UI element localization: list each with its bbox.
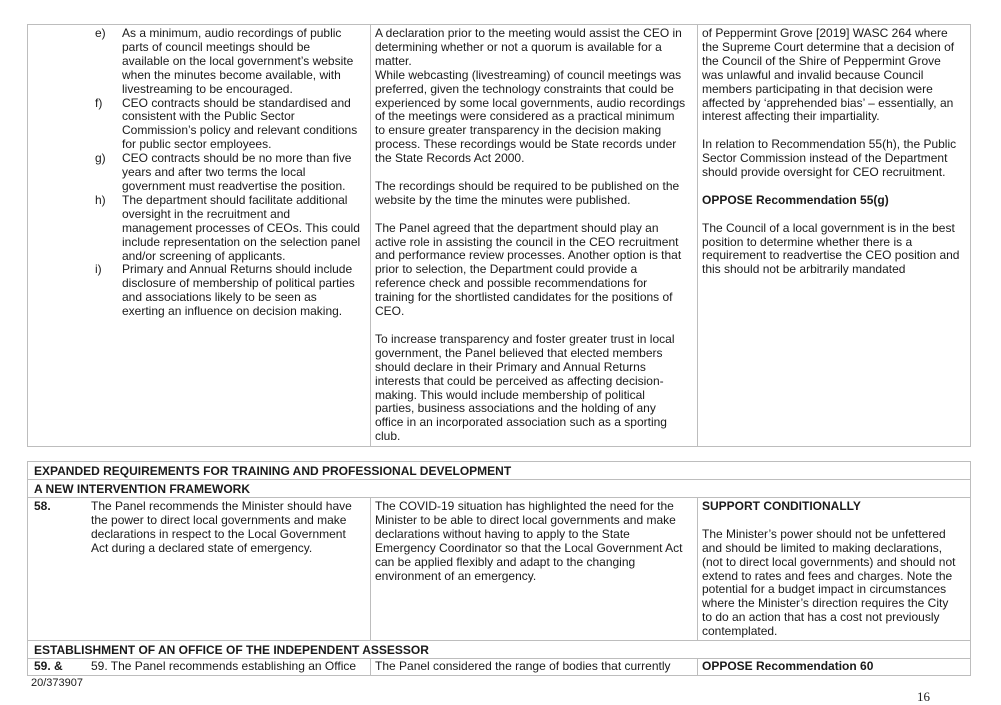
list-marker: e) — [95, 26, 106, 40]
subsection-heading-intervention: A NEW INTERVENTION FRAMEWORK — [34, 482, 250, 496]
paragraph-gap — [375, 319, 695, 333]
text-line: oversight in the recruitment and — [122, 206, 291, 221]
text-line: To increase transparency and foster greater trust in local — [375, 331, 675, 346]
paragraph-gap — [375, 166, 695, 180]
text-line: should declare in their Primary and Annual Returns — [375, 359, 646, 374]
text-line: CEO. — [375, 304, 405, 319]
text-line: interest affecting their impartiality. — [702, 109, 880, 124]
text-line: reference check and possible recommendations for — [375, 276, 648, 291]
recommendation-number-59: 59. & — [34, 659, 63, 673]
text-line: consistent with the Public Sector — [122, 109, 295, 124]
text-line: Act during a declared state of emergency. — [91, 540, 313, 555]
text-line: requirement to readvertise the CEO position and — [702, 248, 960, 263]
text-line: for public sector employees. — [122, 137, 272, 152]
text-line: of the meetings were considered as a practical minimum — [375, 109, 675, 124]
text-line: position to determine whether there is a — [702, 234, 913, 249]
document-id: 20/373907 — [31, 677, 83, 689]
text-line: Commission’s policy and relevant conditions — [122, 123, 358, 138]
recommendation-58-panel-comment — [375, 500, 695, 583]
text-line: disclosure of membership of political parties — [122, 276, 355, 291]
text-line: As a minimum, audio recordings of public — [122, 26, 342, 40]
text-line: training for the shortlisted candidates for the positions of — [375, 290, 673, 305]
paragraph-gap — [375, 208, 695, 222]
text-line: can be applied flexibly and adapt to the changing — [375, 554, 636, 569]
text-line: While webcasting (livestreaming) of council meetings was — [375, 67, 682, 82]
text-line: years and after two terms the local — [122, 165, 306, 180]
text-line: experienced by some local governments, audio recordings — [375, 95, 686, 110]
text-line: Primary and Annual Returns should include — [122, 262, 353, 277]
recommendation-59-panel-comment: The Panel considered the range of bodies that currently — [375, 659, 671, 673]
text-line: office in an incorporated association such as a sporting — [375, 415, 667, 430]
text-line: members participating in that decision were — [702, 81, 933, 96]
list-item-text — [122, 194, 360, 264]
recommendation-59-text: 59. The Panel recommends establishing an Office — [91, 659, 357, 673]
text-line: website by the time the minutes were published. — [375, 192, 631, 207]
list-item — [95, 152, 367, 194]
row-divider-3 — [27, 640, 971, 641]
list-marker: f) — [95, 95, 103, 110]
list-item-text — [122, 27, 353, 97]
list-item — [95, 97, 367, 153]
text-line: CEO contracts should be no more than five — [122, 151, 352, 166]
text-line: The recordings should be required to be published on the — [375, 178, 680, 193]
section-heading-training: EXPANDED REQUIREMENTS FOR TRAINING AND PROFESSIONAL DEVELOPMENT — [34, 464, 512, 478]
text-line: The Panel agreed that the department should play an — [375, 220, 659, 235]
text-line: Sector Commission instead of the Department — [702, 151, 948, 166]
text-line: interests that could be perceived as affecting decision- — [375, 373, 664, 388]
text-line: making. This would include membership of political — [375, 387, 645, 402]
paragraph-gap — [702, 208, 968, 222]
text-line: this should not be arbitrarily mandated — [702, 262, 906, 277]
row-divider-1 — [27, 479, 971, 480]
text-line: contemplated. — [702, 624, 778, 639]
recommendation-subitems-list — [95, 27, 367, 319]
text-line: The department should facilitate additional — [122, 192, 348, 207]
text-line: the Supreme Court determine that a decision of — [702, 39, 955, 54]
text-line: to do an action that has a cost not previously — [702, 610, 940, 625]
recommendation-60-council-position: OPPOSE Recommendation 60 — [702, 659, 874, 673]
text-line: to ensure greater transparency in the decision making — [375, 123, 662, 138]
text-line: include representation on the selection panel — [122, 234, 361, 249]
text-line: preferred, given the technology constraints that could be — [375, 81, 674, 96]
text-line: and/or screening of applicants. — [122, 248, 286, 263]
list-item — [95, 263, 367, 319]
text-line: the State Records Act 2000. — [375, 151, 525, 166]
text-line: should provide oversight for CEO recruitment. — [702, 165, 946, 180]
text-line: management processes of CEOs. This could — [122, 220, 360, 235]
list-item — [95, 27, 367, 97]
list-item-text — [122, 97, 357, 153]
text-line: livestreaming to be encouraged. — [122, 81, 293, 96]
recommendation-58-text — [91, 500, 367, 556]
text-line: active role in assisting the council in the CEO recruitment — [375, 234, 679, 249]
text-line: declarations without having to apply to the State — [375, 526, 630, 541]
list-item — [95, 194, 367, 264]
row59-col-divider-2 — [697, 658, 698, 676]
list-item-text — [122, 263, 355, 319]
text-line: available on the local government’s website — [122, 53, 354, 68]
text-line: A declaration prior to the meeting would assist the CEO in — [375, 26, 682, 40]
list-marker: g) — [95, 151, 106, 166]
council-position-text — [702, 27, 968, 277]
text-line: The Minister’s power should not be unfettered — [702, 526, 946, 541]
text-line: extend to rates and fees and charges. Note the — [702, 568, 953, 583]
paragraph-gap — [702, 180, 968, 194]
text-line: government must readvertise the position. — [122, 178, 346, 193]
page-number: 16 — [917, 689, 930, 704]
row-divider-2 — [27, 497, 971, 498]
text-line: Emergency Coordinator so that the Local Government Act — [375, 540, 683, 555]
text-line: of Peppermint Grove [2019] WASC 264 where — [702, 26, 948, 40]
text-line: where the Minister’s direction requires the City — [702, 596, 949, 611]
text-line: The COVID-19 situation has highlighted the need for the — [375, 499, 674, 513]
text-line: Minister to be able to direct local governments and make — [375, 512, 676, 527]
text-line: affected by ‘apprehended bias’ – essentially, an — [702, 95, 954, 110]
panel-comment-text — [375, 27, 695, 444]
position-heading-support: SUPPORT CONDITIONALLY — [702, 499, 861, 513]
text-line: when the minutes become available, with — [122, 67, 341, 82]
list-marker: h) — [95, 192, 106, 207]
text-line: declarations in respect to the Local Government — [91, 526, 346, 541]
list-marker: i) — [95, 262, 102, 277]
text-line: potential for a budget impact in circumstances — [702, 582, 947, 597]
text-line: prior to selection, the Department could provide a — [375, 262, 638, 277]
text-line: determining whether or not a quorum is available for a — [375, 39, 662, 54]
text-line: parties, business associations and the holding of any — [375, 401, 656, 416]
top-col-divider-2 — [697, 24, 698, 447]
text-line: the power to direct local governments and make — [91, 512, 347, 527]
paragraph-gap — [702, 124, 968, 138]
text-line: environment of an emergency. — [375, 568, 537, 583]
section-heading-independent-assessor: ESTABLISHMENT OF AN OFFICE OF THE INDEPENDENT ASSESSOR — [34, 643, 429, 657]
text-line: parts of council meetings should be — [122, 39, 311, 54]
recommendation-number-58: 58. — [34, 499, 51, 513]
text-line: (not to direct local governments) and should not — [702, 554, 956, 569]
row58-col-divider-2 — [697, 497, 698, 640]
text-line: The Council of a local government is in the best — [702, 220, 955, 235]
recommendation-58-council-position — [702, 500, 968, 639]
top-col-divider-1 — [370, 24, 371, 447]
text-line: OPPOSE Recommendation 55(g) — [702, 192, 889, 207]
text-line: and should be limited to making declarations, — [702, 540, 943, 555]
list-item-text — [122, 152, 351, 194]
text-line: government, the Panel believed that elected members — [375, 345, 663, 360]
text-line: The Panel recommends the Minister should have — [91, 499, 352, 513]
text-line: matter. — [375, 53, 412, 68]
text-line: CEO contracts should be standardised and — [122, 95, 351, 110]
text-line: exerting an influence on decision making. — [122, 304, 343, 319]
row59-col-divider-1 — [370, 658, 371, 676]
text-line: process. These recordings would be State records under — [375, 137, 677, 152]
text-line: and associations likely to be seen as — [122, 290, 317, 305]
row58-col-divider-1 — [370, 497, 371, 640]
text-line: and performance review processes. Another option is that — [375, 248, 682, 263]
text-line: club. — [375, 429, 401, 444]
text-line: In relation to Recommendation 55(h), the Public — [702, 137, 957, 152]
text-line: the Council of the Shire of Peppermint Grove — [702, 53, 941, 68]
text-line: was unlawful and invalid because Council — [702, 67, 924, 82]
